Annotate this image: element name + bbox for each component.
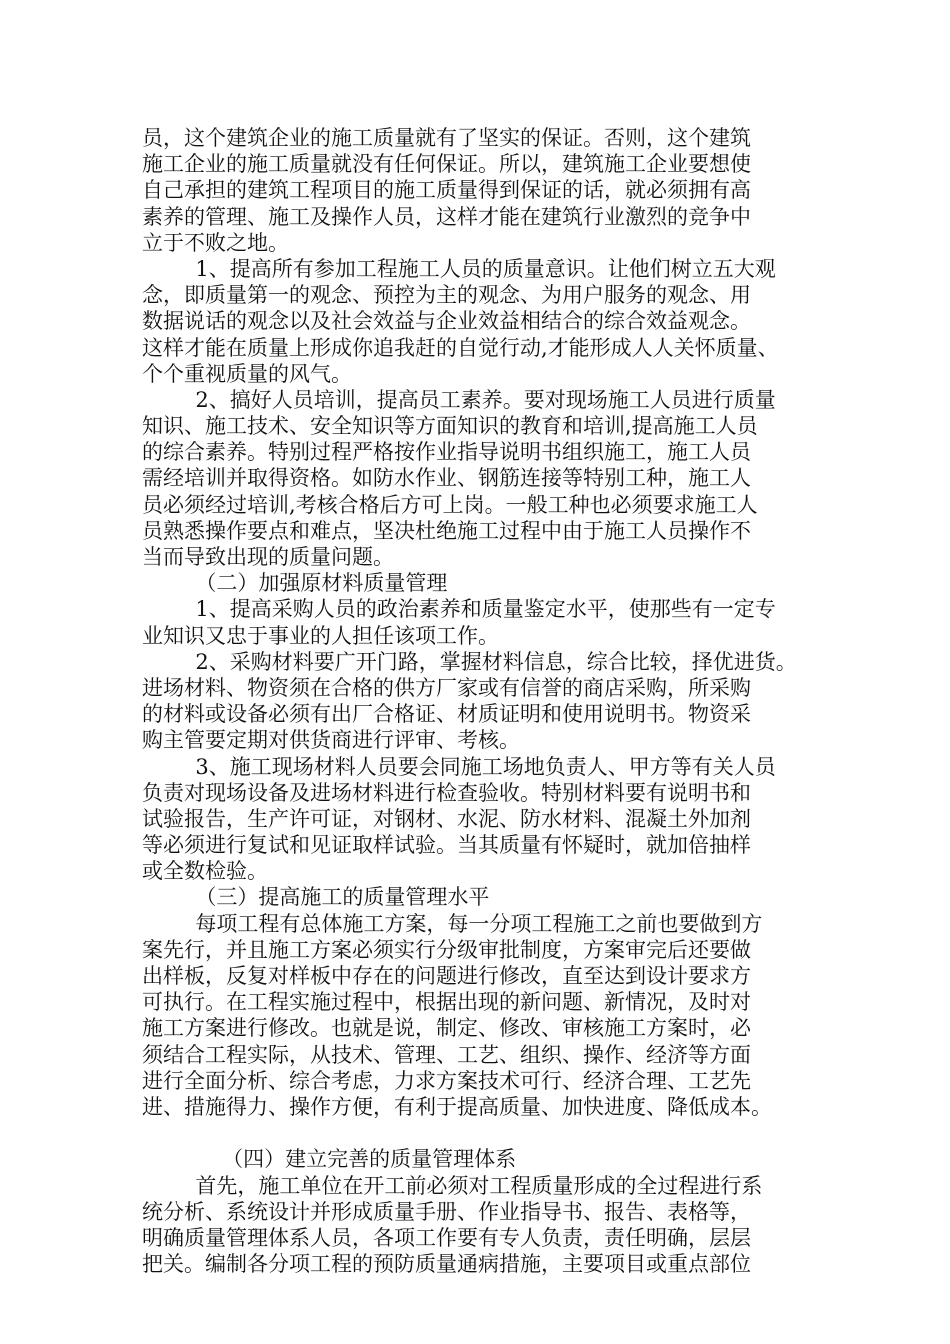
blank-line [142, 1120, 812, 1146]
text-line: 2、搞好人员培训，提高员工素养。要对现场施工人员进行质量 [142, 387, 776, 412]
text-line: 明确质量管理体系人员，各项工作要有专人负责，责任明确，层层 [142, 1225, 751, 1250]
text-line: 2、采购材料要广开门路，掌握材料信息，综合比较，择优进货。 [142, 649, 797, 674]
document-body [142, 125, 812, 1277]
text-line: 自己承担的建筑工程项目的施工质量得到保证的话，就必须拥有高 [142, 178, 751, 203]
text-line: 立于不败之地。 [142, 230, 289, 255]
text-line: 1、提高所有参加工程施工人员的质量意识。让他们树立五大观 [142, 256, 776, 281]
text-line: 数据说话的观念以及社会效益与企业效益相结合的综合效益观念。 [142, 309, 751, 334]
paragraph-quality-system [142, 1173, 812, 1278]
text-line: 须结合工程实际，从技术、管理、工艺、组织、操作、经济等方面 [142, 1042, 751, 1067]
text-line: 这样才能在质量上形成你追我赶的自觉行动,才能形成人人关怀质量、 [142, 335, 779, 360]
text-line: 素养的管理、施工及操作人员，这样才能在建筑行业激烈的竞争中 [142, 204, 751, 229]
heading-section-3 [142, 884, 812, 910]
text-line: 负责对现场设备及进场材料进行检查验收。特别材料要有说明书和 [142, 780, 751, 805]
text-line: 购主管要定期对供货商进行评审、考核。 [142, 728, 520, 753]
heading-line: （四）建立完善的质量管理体系 [142, 1147, 517, 1172]
paragraph-purchasing-materials [142, 649, 812, 754]
text-line: 业知识又忠于事业的人担任该项工作。 [142, 623, 499, 648]
heading-line: （二）加强原材料质量管理 [142, 571, 448, 596]
text-line: 出样板，反复对样板中存在的问题进行修改，直至达到设计要求方 [142, 964, 751, 988]
text-line: 个个重视质量的风气。 [142, 361, 352, 386]
text-line: 试验报告，生产许可证，对钢材、水泥、防水材料、混凝土外加剂 [142, 806, 751, 831]
paragraph-construction-plan [142, 911, 812, 1121]
heading-section-2 [142, 570, 812, 596]
text-line: 案先行，并且施工方案必须实行分级审批制度，方案审完后还要做 [142, 937, 751, 962]
text-line: 当而导致出现的质量问题。 [142, 545, 394, 569]
text-line: 的材料或设备必须有出厂合格证、材质证明和使用说明书。物资采 [142, 702, 751, 727]
text-line: 员熟悉操作要点和难点，坚决杜绝施工过程中由于施工人员操作不 [142, 518, 751, 543]
text-line: 3、施工现场材料人员要会同施工场地负责人、甲方等有关人员 [142, 754, 776, 779]
text-line: 可执行。在工程实施过程中，根据出现的新问题、新情况，及时对 [142, 990, 751, 1015]
heading-section-4 [142, 1146, 812, 1172]
paragraph-intro-continued [142, 125, 812, 256]
text-line: 1、提高采购人员的政治素养和质量鉴定水平，使那些有一定专 [142, 597, 776, 622]
paragraph-quality-awareness [142, 256, 812, 387]
paragraph-staff-training [142, 387, 812, 570]
text-line: 进行全面分析、综合考虑，力求方案技术可行、经济合理、工艺先 [142, 1068, 751, 1093]
text-line: 员必须经过培训,考核合格后方可上岗。一般工种也必须要求施工人 [142, 492, 758, 517]
text-line: 念，即质量第一的观念、预控为主的观念、为用户服务的观念、用 [142, 283, 751, 308]
text-line: 施工企业的施工质量就没有任何保证。所以，建筑施工企业要想使 [142, 152, 751, 177]
text-line: 施工方案进行修改。也就是说，制定、修改、审核施工方案时，必 [142, 1016, 751, 1041]
text-line: 把关。编制各分项工程的预防质量通病措施，主要项目或重点部位 [142, 1252, 751, 1277]
text-line: 知识、施工技术、安全知识等方面知识的教育和培训,提高施工人员 [142, 414, 758, 439]
text-line: 或全数检验。 [142, 859, 268, 884]
text-line: 统分析、系统设计并形成质量手册、作业指导书、报告、表格等， [142, 1199, 751, 1224]
text-line: 需经培训并取得资格。如防水作业、钢筋连接等特别工种，施工人 [142, 466, 751, 491]
heading-line: （三）提高施工的质量管理水平 [142, 885, 490, 910]
paragraph-material-inspection [142, 754, 812, 885]
paragraph-purchasing-staff [142, 596, 812, 648]
text-line: 每项工程有总体施工方案，每一分项工程施工之前也要做到方 [142, 911, 763, 936]
text-line: 员，这个建筑企业的施工质量就有了坚实的保证。否则，这个建筑 [142, 126, 751, 150]
text-line: 首先，施工单位在开工前必须对工程质量形成的全过程进行系 [142, 1173, 763, 1198]
text-line: 进、措施得力、操作方便，有利于提高质量、加快进度、降低成本。 [142, 1094, 772, 1119]
text-line: 的综合素养。特别过程严格按作业指导说明书组织施工，施工人员 [142, 440, 751, 465]
text-line: 等必须进行复试和见证取样试验。当其质量有怀疑时，就加倍抽样 [142, 833, 751, 858]
text-line: 进场材料、物资须在合格的供方厂家或有信誉的商店采购，所采购 [142, 675, 751, 700]
